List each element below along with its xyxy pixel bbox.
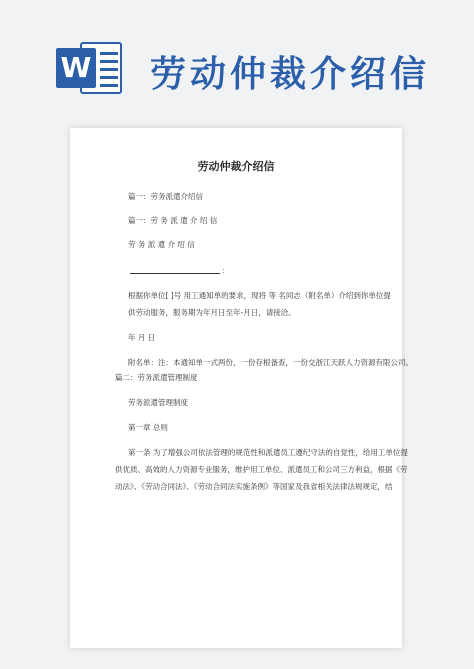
word-icon-line (100, 84, 118, 87)
doc-line: 第一条 为了增强公司依法管理的规范性和派遣员工遵纪守法的自觉性，给用工单位提 (128, 448, 408, 457)
doc-line: 第一章 总则 (128, 423, 168, 432)
word-icon-letter: W (56, 48, 96, 88)
doc-line: 年 月 日 (128, 333, 156, 342)
doc-line: 劳 务 派 遣 介 绍 信 (128, 240, 195, 249)
word-icon-line (100, 76, 118, 79)
word-icon-line (100, 68, 118, 71)
word-icon-line (100, 60, 118, 63)
doc-line: 篇二：劳务派遣管理制度 (115, 373, 198, 382)
doc-line: 附名单：注：本通知单一式两份，一份存根备查，一份交浙江天跃人力资源有限公司。 (128, 358, 413, 367)
word-icon-line (100, 52, 118, 55)
document-page (70, 128, 413, 648)
doc-line: 根据你单位[ ]号 用工通知单的要求，现将 等 名同志（附名单）介绍到你单位提 (128, 291, 391, 300)
word-icon (56, 40, 124, 96)
doc-line: 篇一：劳务派遣介绍信 (128, 192, 203, 201)
doc-line: 供优质、高效的人力资源专业服务，维护用工单位、派遣员工和公司三方利益，根据《劳 (115, 465, 408, 474)
doc-line: 供劳动服务，服务期为年月日至年-月日，请接洽。 (128, 308, 296, 317)
banner (0, 0, 474, 120)
doc-line: 劳务派遣管理制度 (128, 398, 188, 407)
banner-title: 劳动仲裁介绍信 (150, 54, 431, 95)
doc-line: 篇一：劳 务 派 遣 介 绍 信 (128, 216, 218, 225)
doc-line: ： (222, 266, 230, 275)
document-title: 劳动仲裁介绍信 (197, 160, 275, 173)
doc-line: 动法》、《劳动合同法》、《劳动合同法实施条例》等国家及我省相关法律法规规定，结 (115, 482, 393, 491)
blank-underline (130, 273, 220, 274)
